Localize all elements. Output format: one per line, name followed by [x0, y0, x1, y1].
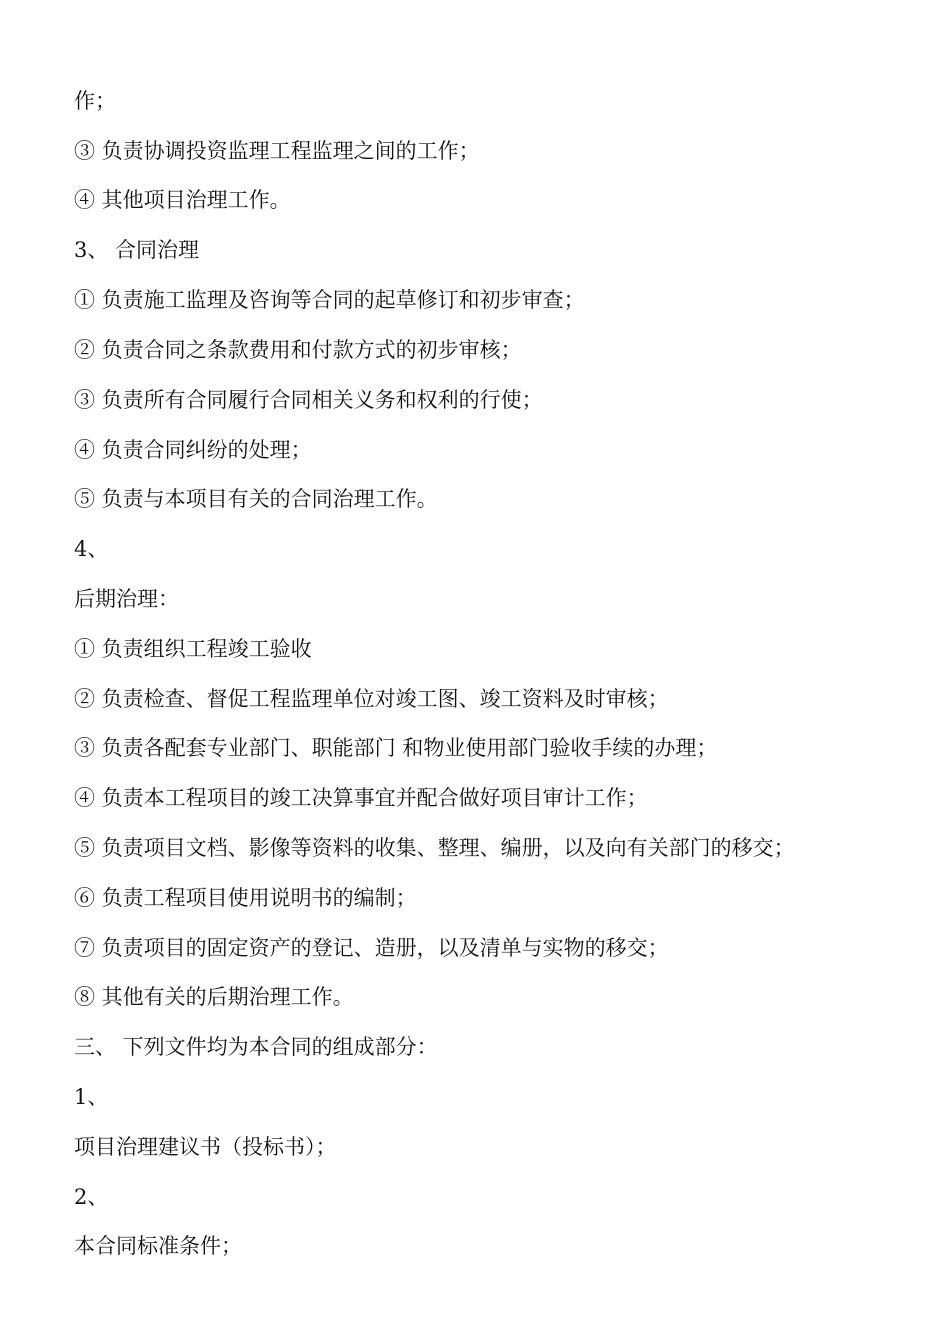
- list-item-fixed-assets: ⑦ 负责项目的固定资产的登记、造册，以及清单与实物的移交；: [74, 936, 669, 960]
- list-item-contract-other: ⑤ 负责与本项目有关的合同治理工作。: [74, 487, 438, 511]
- section-number-4: 4、: [74, 537, 109, 561]
- list-item-manual-compilation: ⑥ 负责工程项目使用说明书的编制；: [74, 886, 417, 910]
- section-heading-post-management: 后期治理：: [74, 587, 179, 611]
- list-item-other-project-management: ④ 其他项目治理工作。: [74, 188, 291, 212]
- list-item-other-post-management: ⑧ 其他有关的后期治理工作。: [74, 985, 354, 1009]
- list-item-completion-drawings-review: ② 负责检查、督促工程监理单位对竣工图、竣工资料及时审核；: [74, 687, 669, 711]
- document-item-proposal: 项目治理建议书（投标书）；: [74, 1135, 337, 1159]
- list-item-completion-acceptance: ① 负责组织工程竣工验收: [74, 637, 312, 661]
- text-line-continuation: 作；: [74, 89, 116, 113]
- section-number-2: 2、: [74, 1185, 109, 1209]
- list-item-contract-terms-review: ② 负责合同之条款费用和付款方式的初步审核；: [74, 338, 522, 362]
- list-item-contract-obligations: ③ 负责所有合同履行合同相关义务和权利的行使；: [74, 388, 543, 412]
- list-item-final-accounts: ④ 负责本工程项目的竣工决算事宜并配合做好项目审计工作；: [74, 786, 648, 810]
- section-heading-contract-documents: 三、 下列文件均为本合同的组成部分：: [74, 1035, 438, 1059]
- list-item-contract-disputes: ④ 负责合同纠纷的处理；: [74, 438, 312, 462]
- list-item-department-acceptance: ③ 负责各配套专业部门、职能部门 和物业使用部门验收手续的办理；: [74, 736, 718, 760]
- section-heading-contract-management: 3、 合同治理: [74, 238, 200, 262]
- list-item-archives-transfer: ⑤ 负责项目文档、影像等资料的收集、整理、编册，以及向有关部门的移交；: [74, 836, 795, 860]
- list-item-contract-drafting: ① 负责施工监理及咨询等合同的起草修订和初步审查；: [74, 288, 585, 312]
- section-number-1: 1、: [74, 1085, 109, 1109]
- document-item-standard-conditions: 本合同标准条件；: [74, 1234, 242, 1258]
- list-item-coordinate-supervision: ③ 负责协调投资监理工程监理之间的工作；: [74, 139, 480, 163]
